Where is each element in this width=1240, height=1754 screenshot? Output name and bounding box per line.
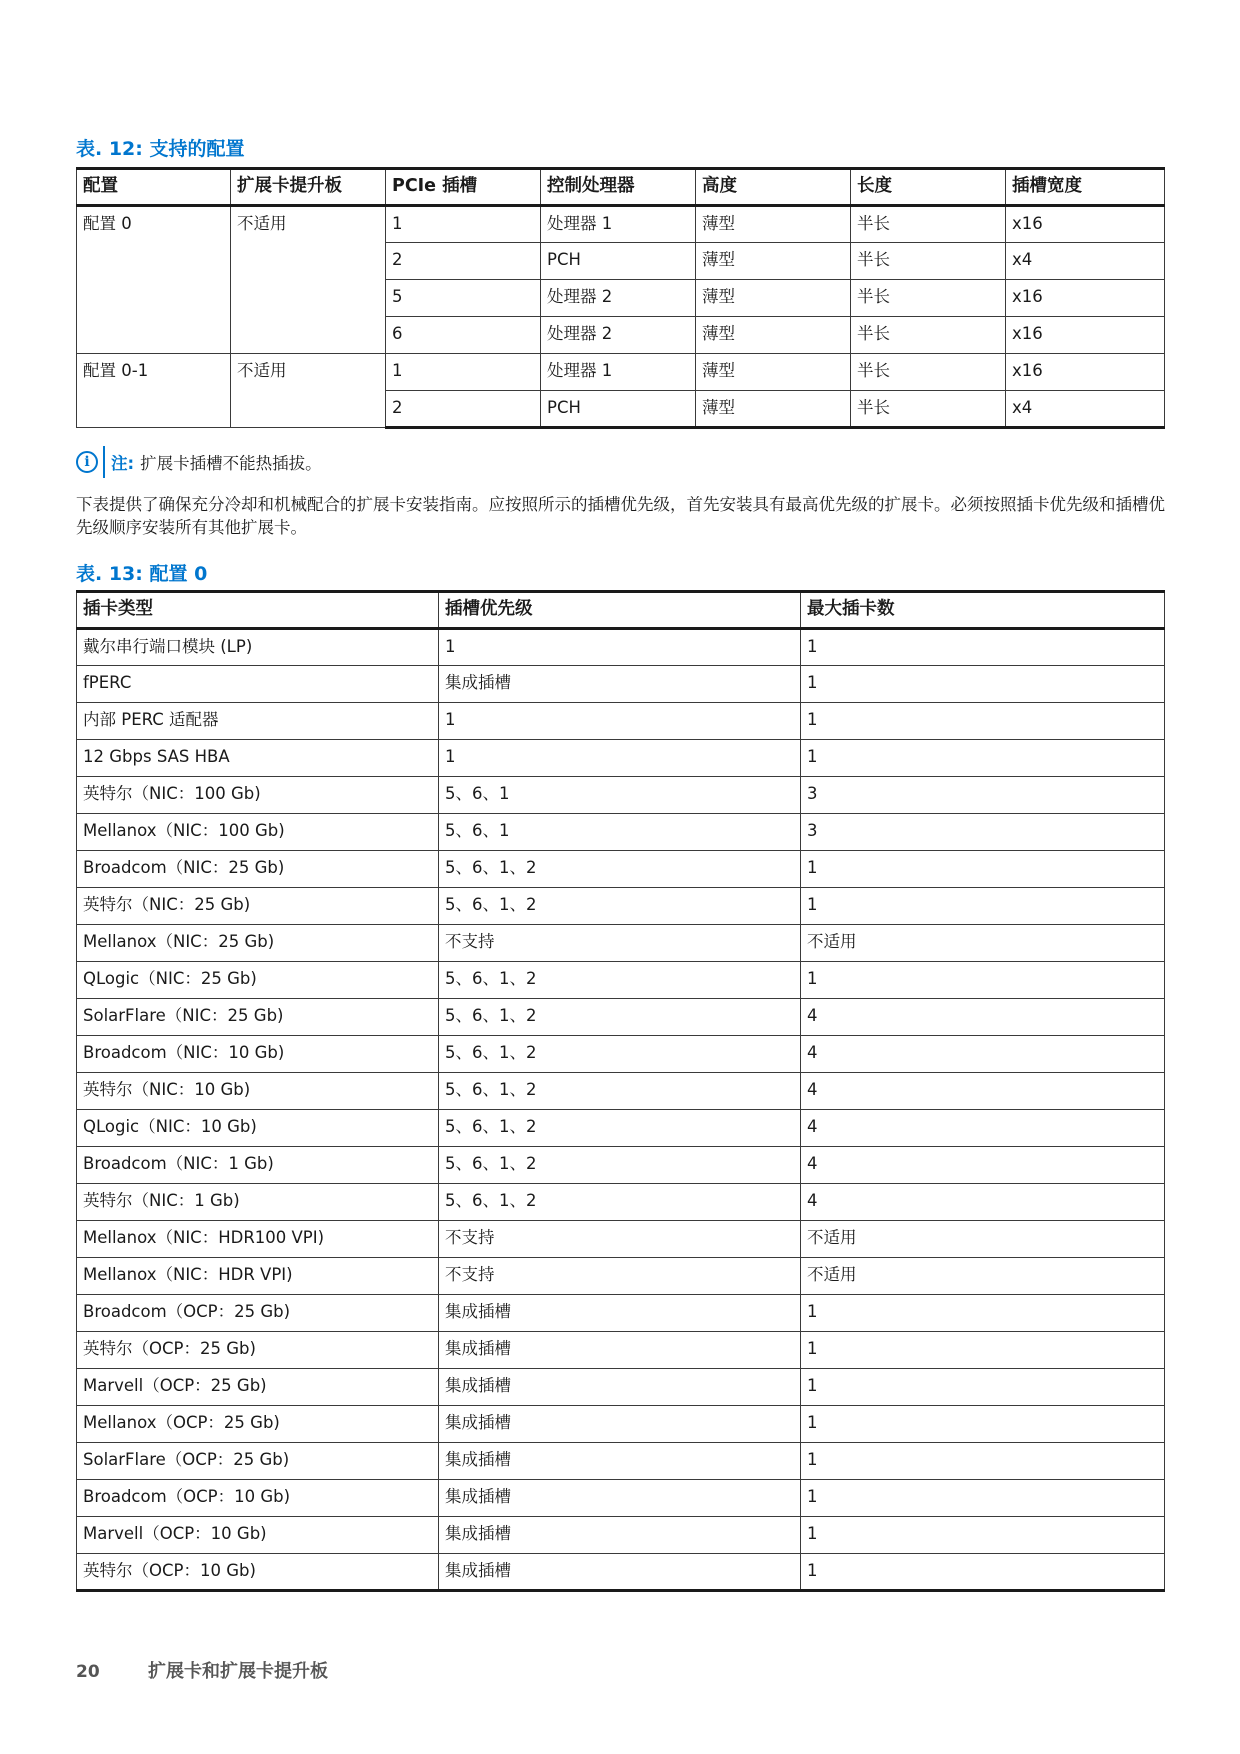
width-cell: x16 [1006,354,1165,391]
table-row [77,740,1165,777]
length-cell: 半长 [851,354,1006,391]
slot-priority-cell: 5、6、1、2 [439,1184,801,1221]
table-row [77,1332,1165,1369]
slot-priority-cell: 不支持 [439,1221,801,1258]
card-type-cell: fPERC [77,666,439,703]
column-header: 插卡类型 [77,592,439,629]
slot-cell: 2 [386,391,541,428]
supported-configurations-table [76,167,1165,429]
installation-guideline-paragraph: 下表提供了确保充分冷却和机械配合的扩展卡安装指南。应按照所示的插槽优先级，首先安装具有最高优先级的扩展卡。必须按照插卡优先级和插槽优先级顺序安装所有其他扩展卡。 [76,495,1165,537]
table-row [77,1036,1165,1073]
card-type-cell: 英特尔（NIC：100 Gb) [77,777,439,814]
max-cards-cell: 1 [801,1443,1165,1480]
card-type-cell: 内部 PERC 适配器 [77,703,439,740]
header-row [77,592,1165,629]
table-row [77,1406,1165,1443]
slot-priority-cell: 集成插槽 [439,1517,801,1554]
table-body [77,629,1165,1591]
max-cards-cell: 1 [801,1295,1165,1332]
max-cards-cell: 1 [801,629,1165,666]
max-cards-cell: 4 [801,1147,1165,1184]
length-cell: 半长 [851,317,1006,354]
max-cards-cell: 1 [801,740,1165,777]
page-footer [76,1657,328,1683]
max-cards-cell: 1 [801,666,1165,703]
footer-section-title: 扩展卡和扩展卡提升板 [148,1661,328,1682]
slot-priority-cell: 集成插槽 [439,1295,801,1332]
config-cell: 配置 0 [77,206,231,354]
slot-priority-cell: 5、6、1、2 [439,962,801,999]
width-cell: x4 [1006,243,1165,280]
table-header [77,592,1165,629]
slot-cell: 5 [386,280,541,317]
table-row [77,925,1165,962]
table-row [77,703,1165,740]
max-cards-cell: 3 [801,777,1165,814]
card-type-cell: SolarFlare（NIC：25 Gb) [77,999,439,1036]
max-cards-cell: 1 [801,962,1165,999]
card-type-cell: SolarFlare（OCP：25 Gb) [77,1443,439,1480]
column-header: 最大插卡数 [801,592,1165,629]
max-cards-cell: 4 [801,1073,1165,1110]
width-cell: x4 [1006,391,1165,428]
column-header: 插槽宽度 [1006,169,1165,206]
max-cards-cell: 4 [801,1184,1165,1221]
card-type-cell: 英特尔（NIC：25 Gb) [77,888,439,925]
card-type-cell: 英特尔（OCP：10 Gb) [77,1554,439,1591]
processor-cell: 处理器 2 [541,280,696,317]
slot-priority-cell: 5、6、1、2 [439,1036,801,1073]
table-row [77,777,1165,814]
slot-priority-cell: 1 [439,629,801,666]
table-row [77,1221,1165,1258]
note-divider [103,446,105,478]
card-type-cell: Marvell（OCP：25 Gb) [77,1369,439,1406]
card-type-cell: Broadcom（NIC：10 Gb) [77,1036,439,1073]
column-header: 高度 [696,169,851,206]
processor-cell: PCH [541,391,696,428]
card-type-cell: Mellanox（OCP：25 Gb) [77,1406,439,1443]
column-header: 控制处理器 [541,169,696,206]
max-cards-cell: 1 [801,1369,1165,1406]
table-row [77,206,1165,243]
table-13-caption: 表. 13: 配置 0 [76,563,208,585]
max-cards-cell: 1 [801,1554,1165,1591]
table-row [77,1295,1165,1332]
table-row [77,1110,1165,1147]
column-header: 插槽优先级 [439,592,801,629]
max-cards-cell: 1 [801,851,1165,888]
info-icon: i [76,451,98,473]
table-row [77,1443,1165,1480]
slot-priority-cell: 集成插槽 [439,666,801,703]
length-cell: 半长 [851,280,1006,317]
slot-cell: 1 [386,206,541,243]
card-type-cell: Broadcom（NIC：1 Gb) [77,1147,439,1184]
table-row [77,1369,1165,1406]
card-type-cell: 英特尔（NIC：10 Gb) [77,1073,439,1110]
card-type-cell: Broadcom（OCP：25 Gb) [77,1295,439,1332]
table-row [77,629,1165,666]
slot-priority-cell: 集成插槽 [439,1480,801,1517]
slot-priority-cell: 5、6、1、2 [439,1147,801,1184]
riser-cell: 不适用 [231,354,386,428]
table-row [77,1258,1165,1295]
column-header: 配置 [77,169,231,206]
height-cell: 薄型 [696,317,851,354]
card-type-cell: 戴尔串行端口模块 (LP) [77,629,439,666]
processor-cell: 处理器 1 [541,354,696,391]
slot-cell: 6 [386,317,541,354]
max-cards-cell: 1 [801,1480,1165,1517]
table-row [77,666,1165,703]
slot-priority-cell: 不支持 [439,1258,801,1295]
max-cards-cell: 1 [801,703,1165,740]
length-cell: 半长 [851,243,1006,280]
max-cards-cell: 不适用 [801,1258,1165,1295]
slot-priority-cell: 5、6、1、2 [439,888,801,925]
table-row [77,1073,1165,1110]
height-cell: 薄型 [696,280,851,317]
width-cell: x16 [1006,206,1165,243]
page-number: 20 [76,1662,100,1682]
height-cell: 薄型 [696,354,851,391]
note-label: 注: [111,454,135,473]
table-row [77,814,1165,851]
table-row [77,999,1165,1036]
length-cell: 半长 [851,206,1006,243]
max-cards-cell: 不适用 [801,1221,1165,1258]
max-cards-cell: 4 [801,1110,1165,1147]
config-cell: 配置 0-1 [77,354,231,428]
max-cards-cell: 1 [801,1332,1165,1369]
card-type-cell: Mellanox（NIC：25 Gb) [77,925,439,962]
riser-cell: 不适用 [231,206,386,354]
table-row [77,1554,1165,1591]
height-cell: 薄型 [696,206,851,243]
table-row [77,354,1165,391]
table-header [77,169,1165,206]
header-row [77,169,1165,206]
max-cards-cell: 4 [801,999,1165,1036]
slot-priority-cell: 5、6、1、2 [439,851,801,888]
slot-cell: 1 [386,354,541,391]
card-type-cell: 英特尔（OCP：25 Gb) [77,1332,439,1369]
table-row [77,1184,1165,1221]
max-cards-cell: 1 [801,1517,1165,1554]
config-0-card-priority-table [76,590,1165,1592]
card-type-cell: QLogic（NIC：25 Gb) [77,962,439,999]
card-type-cell: Broadcom（NIC：25 Gb) [77,851,439,888]
slot-priority-cell: 5、6、1、2 [439,999,801,1036]
slot-priority-cell: 1 [439,703,801,740]
slot-priority-cell: 5、6、1 [439,777,801,814]
slot-priority-cell: 5、6、1 [439,814,801,851]
table-row [77,888,1165,925]
slot-priority-cell: 集成插槽 [439,1554,801,1591]
processor-cell: 处理器 2 [541,317,696,354]
max-cards-cell: 1 [801,888,1165,925]
card-type-cell: QLogic（NIC：10 Gb) [77,1110,439,1147]
table-row [77,1147,1165,1184]
card-type-cell: Mellanox（NIC：HDR VPI) [77,1258,439,1295]
note-text: 扩展卡插槽不能热插拔。 [140,454,322,473]
length-cell: 半长 [851,391,1006,428]
max-cards-cell: 1 [801,1406,1165,1443]
table-row [77,962,1165,999]
slot-priority-cell: 5、6、1、2 [439,1073,801,1110]
max-cards-cell: 不适用 [801,925,1165,962]
slot-cell: 2 [386,243,541,280]
table-12-caption: 表. 12: 支持的配置 [76,138,245,160]
table-row [77,1480,1165,1517]
slot-priority-cell: 集成插槽 [439,1369,801,1406]
processor-cell: 处理器 1 [541,206,696,243]
column-header: 扩展卡提升板 [231,169,386,206]
column-header: 长度 [851,169,1006,206]
processor-cell: PCH [541,243,696,280]
height-cell: 薄型 [696,391,851,428]
column-header: PCIe 插槽 [386,169,541,206]
card-type-cell: Marvell（OCP：10 Gb) [77,1517,439,1554]
table-row [77,851,1165,888]
width-cell: x16 [1006,317,1165,354]
card-type-cell: Broadcom（OCP：10 Gb) [77,1480,439,1517]
max-cards-cell: 4 [801,1036,1165,1073]
slot-priority-cell: 集成插槽 [439,1332,801,1369]
slot-priority-cell: 5、6、1、2 [439,1110,801,1147]
card-type-cell: Mellanox（NIC：100 Gb) [77,814,439,851]
table-row [77,1517,1165,1554]
table-body [77,206,1165,428]
note [76,446,322,478]
slot-priority-cell: 1 [439,740,801,777]
height-cell: 薄型 [696,243,851,280]
card-type-cell: 英特尔（NIC：1 Gb) [77,1184,439,1221]
slot-priority-cell: 集成插槽 [439,1443,801,1480]
width-cell: x16 [1006,280,1165,317]
slot-priority-cell: 集成插槽 [439,1406,801,1443]
max-cards-cell: 3 [801,814,1165,851]
card-type-cell: Mellanox（NIC：HDR100 VPI) [77,1221,439,1258]
card-type-cell: 12 Gbps SAS HBA [77,740,439,777]
slot-priority-cell: 不支持 [439,925,801,962]
